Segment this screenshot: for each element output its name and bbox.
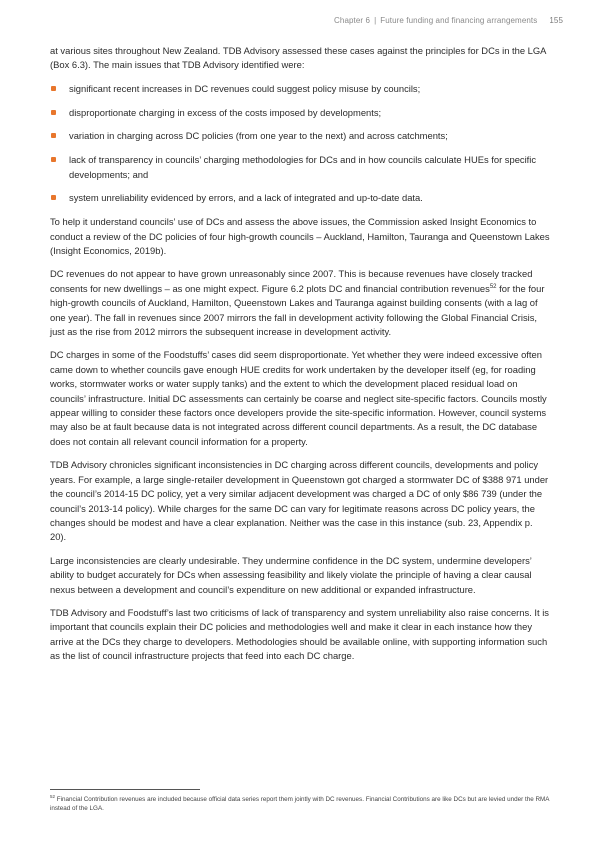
list-item [50, 191, 550, 205]
bullet-icon [51, 157, 56, 162]
bullet-icon [51, 133, 56, 138]
paragraph-dc-revenues-part2: for the four high-growth councils of Auckland, Hamilton, Queenstown Lakes and Tauranga against building consents (with a lag of one year). The fall in revenues since 2007 mirrors the fall in development activity following the Global Financial Crisis, just as the rise from 2012 mirrors the subsequent increase in development activity. [50, 282, 545, 338]
running-header [334, 16, 563, 25]
footnote-number: 52 [50, 793, 56, 799]
footnote [50, 795, 550, 813]
list-item-text: lack of transparency in councils’ charging methodologies for DCs and in how councils calculate HUEs for specific developments; and [69, 154, 537, 180]
issues-list [50, 82, 550, 206]
list-item [50, 153, 550, 182]
header-separator: | [374, 16, 377, 25]
paragraph-dc-charges: DC charges in some of the Foodstuffs’ cases did seem disproportionate. Yet whether they were indeed excessive often came down to whether councils gave enough HUE credits for work undertaken by the developer itself (eg, for roading works, stormwater works or water supply tanks) and the extent to which the development placed residual load on councils’ infrastructure. Initial DC assessments can certainly be coarse and neglect site-specific factors. Councils mostly appear willing to consider these factors once developers provide the site-specific information. However, council systems may also be at fault because data is not integrated across different council departments. As a result, the DC database does not contain all relevant council information for a property. [50, 349, 547, 447]
list-item [50, 129, 550, 143]
list-item-text: variation in charging across DC policies (from one year to the next) and across catchments; [69, 130, 448, 142]
bullet-icon [51, 86, 56, 91]
bullet-icon [51, 110, 56, 115]
list-item-text: disproportionate charging in excess of the costs imposed by developments; [69, 106, 382, 118]
chapter-label: Chapter 6 [334, 16, 371, 25]
list-item [50, 82, 550, 96]
bullet-icon [51, 195, 56, 200]
footnote-ref[interactable]: 52 [489, 283, 497, 290]
body-text [50, 44, 550, 673]
paragraph-undesirable: Large inconsistencies are clearly undesirable. They undermine confidence in the DC system, undermine developers’ ability to budget accurately for DCs when assessing feasibility and likely violate the principle of having a clear causal nexus between a development and council’s expenditure on new additional or expanded infrastructure. [50, 554, 532, 595]
paragraph-dc-revenues-part1: DC revenues do not appear to have grown unreasonably since 2007. This is because revenues have closely tracked consents for new dwellings – as one might expect. Figure 6.2 plots DC and financial contribution revenues [50, 268, 533, 294]
page-number: 155 [549, 16, 563, 25]
list-item [50, 106, 550, 120]
paragraph-transparency: TDB Advisory and Foodstuff’s last two criticisms of lack of transparency and system unreliability also raise concerns. It is important that councils explain their DC policies and methodologies well and make it clear in each instance how they arrive at the DCs they charge to developers. Methodologies should be available online, with supporting information such as the list of council infrastructure projects that feed into each DC charge. [50, 606, 549, 662]
intro-paragraph: at various sites throughout New Zealand. TDB Advisory assessed these cases against the principles for DCs in the LGA (Box 6.3). The main issues that TDB Advisory identified were: [50, 45, 546, 71]
paragraph-insight-economics: To help it understand councils’ use of DCs and assess the above issues, the Commission asked Insight Economics to conduct a review of the DC policies of four high-growth councils – Auckland, Hamilton, Tauranga and Queenstown Lakes (Insight Economics, 2019b). [50, 216, 550, 257]
paragraph-dc-revenues [50, 267, 550, 339]
paragraph-inconsistencies: TDB Advisory chronicles significant inconsistencies in DC charging across different councils, developments and policy years. For example, a large single-retailer development in Queenstown got charged a stormwater DC of $388 971 under the council’s 2014-15 DC policy, yet a very similar adjacent development was charged a DC of only $86 739 (under the council’s 2013-14 policy). While charges for the same DC can vary for legitimate reasons across DC policy years, the changes should be modest and have a clear explanation. Neither was the case in this instance (sub. 23, Appendix p. 20). [50, 459, 549, 543]
footnote-text: Financial Contribution revenues are included because official data series report them jointly with DC revenues. Financial Contributions are like DCs but are levied under the RMA instead of the LGA. [50, 796, 550, 813]
chapter-title: Future funding and financing arrangements [380, 16, 538, 25]
footnote-divider [50, 789, 200, 790]
list-item-text: significant recent increases in DC revenues could suggest policy misuse by councils; [69, 82, 421, 94]
list-item-text: system unreliability evidenced by errors, and a lack of integrated and up-to-date data. [69, 192, 423, 204]
